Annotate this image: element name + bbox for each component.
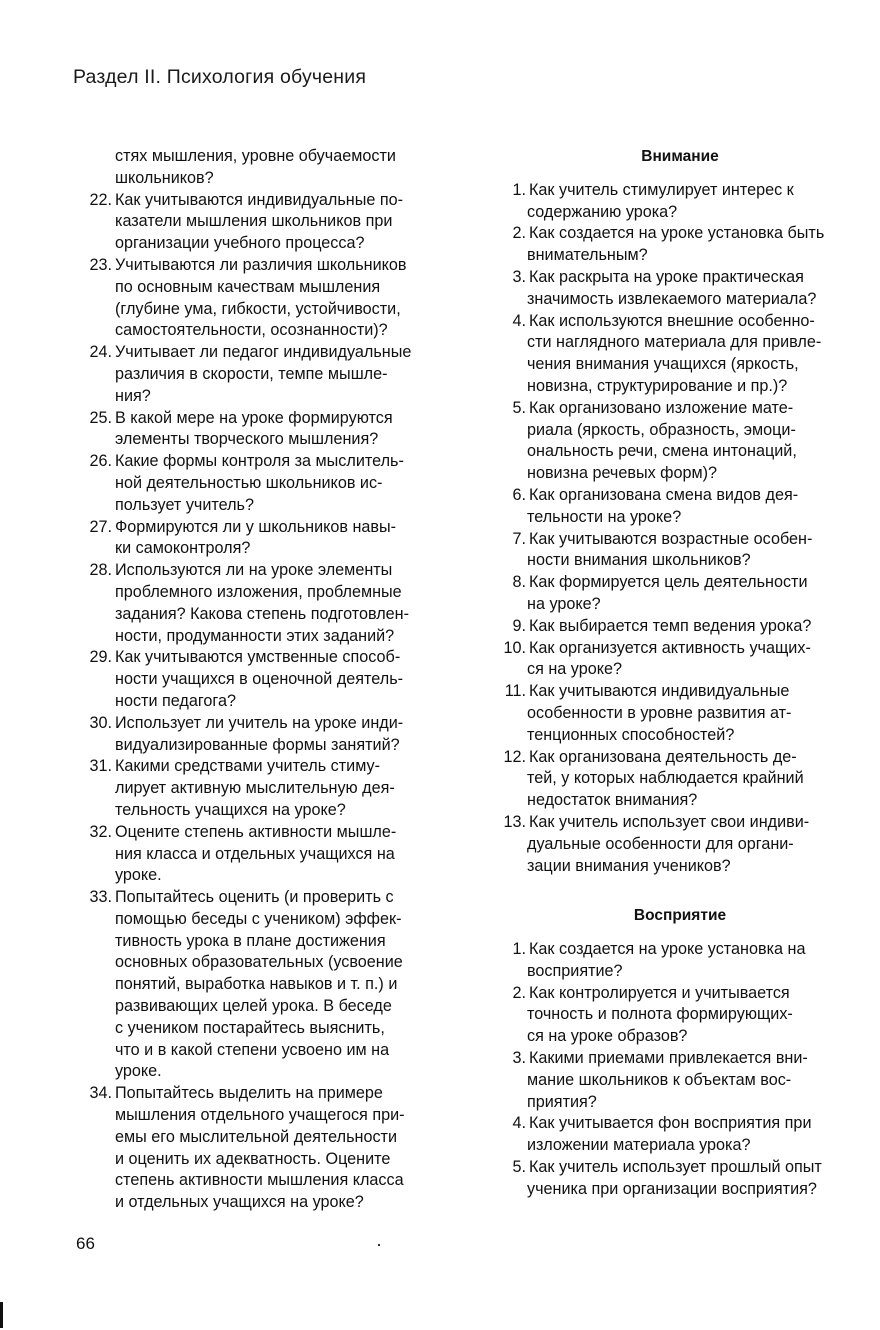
question-number: 1. bbox=[512, 940, 526, 959]
question-item-start bbox=[70, 822, 450, 844]
question-text: помощью беседы с учеником) эффек- bbox=[115, 909, 402, 928]
question-item-continuation bbox=[70, 1127, 450, 1149]
question-item-continuation bbox=[500, 834, 860, 856]
question-text: Как организована смена видов дея- bbox=[529, 485, 799, 504]
question-number: 31. bbox=[89, 757, 112, 776]
question-number: 5. bbox=[512, 1158, 526, 1177]
question-number: 5. bbox=[512, 398, 526, 417]
question-text: Как учитель использует прошлый опыт bbox=[529, 1158, 822, 1177]
question-item-start bbox=[500, 311, 860, 333]
question-text: тельности на уроке? bbox=[527, 507, 682, 526]
question-item-continuation bbox=[70, 277, 450, 299]
question-item-start bbox=[70, 190, 450, 212]
question-number: 10. bbox=[503, 638, 526, 657]
question-text: организации учебного процесса? bbox=[115, 234, 365, 253]
question-item-start bbox=[70, 451, 450, 473]
question-text: Как учитывается фон восприятия при bbox=[529, 1114, 812, 1133]
question-text: ности, продуманности этих заданий? bbox=[115, 626, 395, 645]
right-column bbox=[500, 146, 860, 1201]
question-item-continuation bbox=[70, 429, 450, 451]
question-text: В какой мере на уроке формируются bbox=[115, 408, 393, 427]
question-text: Какими приемами привлекается вни- bbox=[529, 1049, 808, 1068]
question-text: основных образовательных (усвоение bbox=[115, 953, 403, 972]
question-item-continuation bbox=[500, 507, 860, 529]
question-item-start bbox=[500, 1048, 860, 1070]
question-text: развивающих целей урока. В беседе bbox=[115, 997, 392, 1016]
question-item-continuation bbox=[70, 974, 450, 996]
question-item-start bbox=[70, 647, 450, 669]
question-item-start bbox=[500, 180, 860, 202]
question-item-continuation bbox=[70, 299, 450, 321]
question-text: стях мышления, уровне обучаемости bbox=[115, 147, 396, 165]
question-item-start bbox=[70, 887, 450, 909]
question-item-start bbox=[500, 812, 860, 834]
question-item-continuation bbox=[70, 844, 450, 866]
question-item-continuation bbox=[500, 790, 860, 812]
question-text: ности учащихся в оценочной деятель- bbox=[115, 670, 404, 689]
question-text: на уроке? bbox=[527, 594, 601, 613]
question-item-continuation bbox=[500, 1004, 860, 1026]
section-heading: Восприятие bbox=[633, 907, 727, 925]
question-item-continuation bbox=[70, 931, 450, 953]
question-text: элементы творческого мышления? bbox=[115, 430, 379, 449]
question-item-start bbox=[500, 572, 860, 594]
question-text: ся на уроке образов? bbox=[527, 1027, 688, 1046]
question-item-start bbox=[70, 255, 450, 277]
question-text: уроке. bbox=[115, 1062, 162, 1081]
question-number: 25. bbox=[89, 408, 112, 427]
question-item-start bbox=[70, 408, 450, 430]
question-number: 7. bbox=[512, 529, 526, 548]
question-number: 4. bbox=[512, 311, 526, 330]
question-item-start bbox=[500, 485, 860, 507]
question-item-start bbox=[500, 1157, 860, 1179]
question-text: мышления отдельного учащегося при- bbox=[115, 1106, 405, 1125]
question-item-continuation bbox=[500, 463, 860, 485]
heading-spacer bbox=[500, 168, 860, 180]
question-text: изложении материала урока? bbox=[527, 1136, 751, 1155]
question-number: 1. bbox=[512, 180, 526, 199]
question-text: ной деятельностью школьников ис- bbox=[115, 473, 383, 492]
question-number: 27. bbox=[89, 517, 112, 536]
question-number: 2. bbox=[512, 224, 526, 243]
question-item-continuation bbox=[500, 768, 860, 790]
question-item-continuation bbox=[500, 725, 860, 747]
question-item-continuation bbox=[500, 659, 860, 681]
question-item-continuation bbox=[500, 202, 860, 224]
question-text: Как организовано изложение мате- bbox=[529, 398, 794, 417]
question-text: ния класса и отдельных учащихся на bbox=[115, 844, 395, 863]
question-number: 28. bbox=[89, 561, 112, 580]
question-number: 13. bbox=[503, 812, 526, 831]
question-item-continuation bbox=[70, 865, 450, 887]
question-item-continuation bbox=[500, 856, 860, 878]
question-text: внимательным? bbox=[527, 246, 648, 265]
question-item-continuation bbox=[500, 1179, 860, 1201]
question-text: и оценить их адекватность. Оцените bbox=[115, 1149, 391, 1168]
question-number: 2. bbox=[512, 983, 526, 1002]
question-item-continuation bbox=[500, 420, 860, 442]
question-item-continuation bbox=[500, 245, 860, 267]
question-item-start bbox=[70, 517, 450, 539]
question-number: 30. bbox=[89, 713, 112, 732]
question-text: восприятие? bbox=[527, 961, 623, 980]
question-text: казатели мышления школьников при bbox=[115, 212, 393, 231]
question-item-continuation bbox=[70, 1018, 450, 1040]
question-text: ности внимания школьников? bbox=[527, 551, 751, 570]
question-item-start bbox=[70, 713, 450, 735]
question-text: Какими средствами учитель стиму- bbox=[115, 757, 380, 776]
question-text: емы его мыслительной деятельности bbox=[115, 1127, 397, 1146]
question-text: особенности в уровне развития ат- bbox=[527, 703, 792, 722]
question-item-continuation bbox=[70, 800, 450, 822]
question-item-start bbox=[500, 681, 860, 703]
question-text: Как организована деятельность де- bbox=[529, 747, 797, 766]
question-text: Формируются ли у школьников навы- bbox=[115, 517, 397, 536]
question-text: тей, у которых наблюдается крайний bbox=[527, 769, 804, 788]
question-text: ния? bbox=[115, 386, 151, 405]
question-item-start bbox=[500, 223, 860, 245]
scan-edge-mark bbox=[0, 1302, 3, 1328]
question-number: 3. bbox=[512, 1049, 526, 1068]
question-item-continuation bbox=[70, 1105, 450, 1127]
question-text: сти наглядного материала для привле- bbox=[527, 333, 822, 352]
question-text: Какие формы контроля за мыслитель- bbox=[115, 452, 404, 471]
section-spacer bbox=[500, 877, 860, 905]
question-item-continuation bbox=[70, 1192, 450, 1214]
question-number: 8. bbox=[512, 573, 526, 592]
question-text: видуализированные формы занятий? bbox=[115, 735, 400, 754]
question-number: 3. bbox=[512, 267, 526, 286]
question-item-start bbox=[500, 1113, 860, 1135]
question-item-continuation bbox=[70, 626, 450, 648]
question-number: 32. bbox=[89, 822, 112, 841]
question-item-continuation bbox=[500, 289, 860, 311]
question-number: 34. bbox=[89, 1084, 112, 1103]
question-number: 12. bbox=[503, 747, 526, 766]
question-item-start bbox=[500, 616, 860, 638]
question-item-continuation bbox=[500, 1135, 860, 1157]
question-text: уроке. bbox=[115, 866, 162, 885]
question-text: тивность урока в плане достижения bbox=[115, 931, 386, 950]
question-text: ки самоконтроля? bbox=[115, 539, 251, 558]
question-text: мание школьников к объектам вос- bbox=[527, 1070, 792, 1089]
question-text: тельность учащихся на уроке? bbox=[115, 800, 346, 819]
question-text: зации внимания учеников? bbox=[527, 856, 731, 875]
question-text: Как учитываются возрастные особен- bbox=[529, 529, 813, 548]
question-text: Как учитываются индивидуальные bbox=[529, 682, 790, 701]
question-item-continuation bbox=[70, 996, 450, 1018]
question-item-continuation bbox=[70, 952, 450, 974]
question-item-start bbox=[70, 756, 450, 778]
running-head: Раздел II. Психология обучения bbox=[73, 66, 367, 88]
question-text: точность и полнота формирующих- bbox=[527, 1005, 793, 1024]
question-number: 6. bbox=[512, 485, 526, 504]
question-text: Использует ли учитель на уроке инди- bbox=[115, 713, 404, 732]
question-text: степень активности мышления класса bbox=[115, 1171, 404, 1190]
question-number: 11. bbox=[504, 682, 526, 701]
question-text: Как организуется активность учащих- bbox=[529, 638, 811, 657]
question-text: проблемного изложения, проблемные bbox=[115, 582, 402, 601]
question-item-continuation bbox=[70, 1170, 450, 1192]
question-item-continuation bbox=[70, 146, 450, 168]
question-text: новизна, структурирование и пр.)? bbox=[527, 376, 788, 395]
question-text: Как раскрыта на уроке практическая bbox=[529, 267, 804, 286]
question-text: ученика при организации восприятия? bbox=[527, 1179, 817, 1198]
question-text: значимость извлекаемого материала? bbox=[527, 289, 817, 308]
question-item-continuation bbox=[500, 441, 860, 463]
question-item-start bbox=[500, 638, 860, 660]
question-text: с учеником постарайтесь выяснить, bbox=[115, 1018, 385, 1037]
question-number: 29. bbox=[89, 648, 112, 667]
question-text: и отдельных учащихся на уроке? bbox=[115, 1193, 364, 1212]
question-text: дуальные особенности для органи- bbox=[527, 834, 794, 853]
question-item-continuation bbox=[500, 961, 860, 983]
question-number: 22. bbox=[89, 190, 112, 209]
question-number: 24. bbox=[89, 343, 112, 362]
question-text: риала (яркость, образность, эмоци- bbox=[527, 420, 796, 439]
question-item-continuation bbox=[70, 604, 450, 626]
question-item-continuation bbox=[70, 1061, 450, 1083]
question-number: 33. bbox=[89, 888, 112, 907]
question-item-continuation bbox=[500, 332, 860, 354]
question-text: пользует учитель? bbox=[115, 495, 254, 514]
question-item-start bbox=[500, 983, 860, 1005]
question-item-continuation bbox=[70, 211, 450, 233]
question-item-continuation bbox=[70, 735, 450, 757]
question-item-start bbox=[70, 560, 450, 582]
question-text: задания? Какова степень подготовлен- bbox=[115, 604, 409, 623]
question-item-continuation bbox=[500, 376, 860, 398]
question-item-continuation bbox=[70, 1149, 450, 1171]
question-text: новизна речевых форм)? bbox=[527, 464, 718, 483]
question-text: Как выбирается темп ведения урока? bbox=[529, 616, 812, 635]
question-text: Как создается на уроке установка быть bbox=[529, 224, 825, 243]
question-text: Как учитываются умственные способ- bbox=[115, 648, 401, 667]
question-text: Как контролируется и учитывается bbox=[529, 983, 790, 1002]
question-text: Как учитываются индивидуальные по- bbox=[115, 190, 404, 209]
question-text: Как формируется цель деятельности bbox=[529, 573, 808, 592]
question-text: Как создается на уроке установка на bbox=[529, 940, 806, 959]
question-item-start bbox=[500, 267, 860, 289]
question-text: Как учитель использует свои индиви- bbox=[529, 812, 810, 831]
question-number: 26. bbox=[89, 452, 112, 471]
question-item-continuation bbox=[70, 320, 450, 342]
question-item-start bbox=[500, 747, 860, 769]
question-text: ональность речи, смена интонаций, bbox=[527, 442, 797, 461]
question-item-continuation bbox=[500, 354, 860, 376]
question-text: чения внимания учащихся (яркость, bbox=[527, 355, 799, 374]
question-text: понятий, выработка навыков и т. п.) и bbox=[115, 975, 398, 994]
question-item-continuation bbox=[500, 594, 860, 616]
scan-speck bbox=[378, 1244, 380, 1246]
question-text: Учитываются ли различия школьников bbox=[115, 255, 407, 274]
question-item-start bbox=[70, 342, 450, 364]
question-text: содержанию урока? bbox=[527, 202, 678, 221]
question-text: приятия? bbox=[527, 1092, 597, 1111]
left-column bbox=[70, 146, 450, 1214]
question-item-continuation bbox=[70, 168, 450, 190]
question-item-continuation bbox=[70, 1040, 450, 1062]
question-text: школьников? bbox=[115, 168, 214, 187]
question-item-continuation bbox=[70, 582, 450, 604]
question-text: лирует активную мыслительную дея- bbox=[115, 779, 395, 798]
question-item-continuation bbox=[70, 495, 450, 517]
question-text: Как учитель стимулирует интерес к bbox=[529, 180, 794, 199]
question-item-continuation bbox=[70, 364, 450, 386]
question-text: Используются ли на уроке элементы bbox=[115, 561, 393, 580]
question-text: по основным качествам мышления bbox=[115, 277, 381, 296]
question-item-continuation bbox=[70, 669, 450, 691]
question-text: ности педагога? bbox=[115, 691, 236, 710]
question-number: 9. bbox=[512, 616, 526, 635]
question-number: 4. bbox=[512, 1114, 526, 1133]
question-text: Как используются внешние особенно- bbox=[529, 311, 815, 330]
question-item-continuation bbox=[500, 703, 860, 725]
question-item-start bbox=[500, 939, 860, 961]
question-text: самостоятельности, осознанности)? bbox=[115, 321, 388, 340]
question-item-continuation bbox=[500, 1092, 860, 1114]
question-item-continuation bbox=[70, 691, 450, 713]
question-item-continuation bbox=[70, 909, 450, 931]
question-item-continuation bbox=[70, 386, 450, 408]
question-item-start bbox=[70, 1083, 450, 1105]
question-item-continuation bbox=[500, 1026, 860, 1048]
question-item-continuation bbox=[500, 1070, 860, 1092]
question-item-continuation bbox=[500, 550, 860, 572]
question-number: 23. bbox=[89, 255, 112, 274]
question-text: недостаток внимания? bbox=[527, 791, 698, 810]
question-text: Попытайтесь оценить (и проверить с bbox=[115, 888, 394, 907]
question-text: Учитывает ли педагог индивидуальные bbox=[115, 343, 412, 362]
question-text: Попытайтесь выделить на примере bbox=[115, 1084, 383, 1103]
page-number: 66 bbox=[76, 1234, 95, 1253]
question-item-continuation bbox=[70, 538, 450, 560]
section-heading: Внимание bbox=[641, 148, 719, 165]
question-text: (глубине ума, гибкости, устойчивости, bbox=[115, 299, 401, 318]
question-item-start bbox=[500, 398, 860, 420]
question-text: тенционных способностей? bbox=[527, 725, 735, 744]
question-text: различия в скорости, темпе мышле- bbox=[115, 364, 388, 383]
question-item-continuation bbox=[70, 233, 450, 255]
question-item-start bbox=[500, 529, 860, 551]
question-text: что и в какой степени усвоено им на bbox=[115, 1040, 390, 1059]
question-item-continuation bbox=[70, 778, 450, 800]
question-text: ся на уроке? bbox=[527, 660, 622, 679]
question-item-continuation bbox=[70, 473, 450, 495]
heading-spacer bbox=[500, 927, 860, 939]
question-text: Оцените степень активности мышле- bbox=[115, 822, 397, 841]
